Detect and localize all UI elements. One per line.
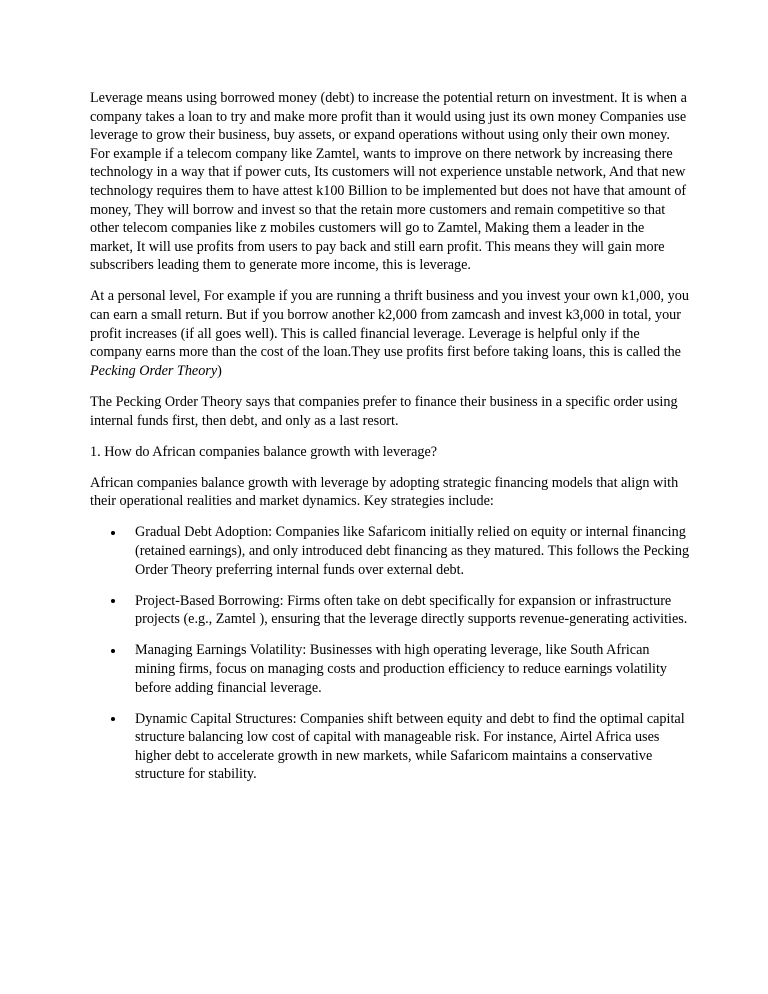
list-item <box>90 592 690 629</box>
question-heading: 1. How do African companies balance growth with leverage? <box>90 443 438 460</box>
paragraph-personal-example-end: ) <box>217 362 222 379</box>
paragraph-pecking-order: The Pecking Order Theory says that companies prefer to finance their business in a specific order using internal funds first, then debt, and only as a last resort. <box>90 393 678 429</box>
bullet-icon <box>111 531 115 535</box>
bullet-icon <box>111 717 115 721</box>
paragraph-personal-example <box>90 287 690 380</box>
list-item <box>90 641 690 697</box>
list-item <box>90 710 690 784</box>
list-item-text: Gradual Debt Adoption: Companies like Safaricom initially relied on equity or internal financing (retained earnings), and only introduced debt financing as they matured. This follows the Pecking Order Theory preferring internal funds over external debt. <box>135 524 690 578</box>
list-item <box>90 523 690 579</box>
strategies-list <box>90 523 690 784</box>
paragraph-strategies-intro: African companies balance growth with leverage by adopting strategic financing models that align with their operational realities and market dynamics. Key strategies include: <box>90 474 679 510</box>
pecking-order-theory-term: Pecking Order Theory <box>90 362 218 379</box>
list-item-text: Project-Based Borrowing: Firms often take on debt specifically for expansion or infrastructure projects (e.g., Zamtel ), ensuring that the leverage directly supports revenue-generating activities. <box>135 592 688 628</box>
bullet-icon <box>111 649 115 653</box>
bullet-icon <box>111 599 115 603</box>
paragraph-personal-example-text: At a personal level, For example if you are running a thrift business and you invest your own k1,000, you can earn a small return. But if you borrow another k2,000 from zamcash and invest k3,000 in total, your profit increases (if all goes well). This is called financial leverage. Leverage is helpful only if the company earns more than the cost of the loan.They use profits first before taking loans, this is called the <box>90 288 689 361</box>
list-item-text: Managing Earnings Volatility: Businesses with high operating leverage, like South African mining firms, focus on managing costs and production efficiency to reduce earnings volatility before adding financial leverage. <box>135 642 668 696</box>
document-page <box>90 89 690 797</box>
list-item-text: Dynamic Capital Structures: Companies shift between equity and debt to find the optimal capital structure balancing low cost of capital with manageable risk. For instance, Airtel Africa uses higher debt to accelerate growth in new markets, while Safaricom maintains a conservative structure for stability. <box>135 710 685 783</box>
paragraph-leverage-definition: Leverage means using borrowed money (debt) to increase the potential return on investment. It is when a company takes a loan to try and make more profit than it would using just its own money Companies use leverage to grow their business, buy assets, or expand operations without using only their own money. For example if a telecom company like Zamtel, wants to improve on there network by increasing there technology in a way that if power cuts, Its customers will not experience unstable network, And that new technology requires them to have attest k100 Billion to be implemented but does not have that amount of money, They will borrow and invest so that the retain more customers and remain competitive so that other telecom companies like z mobiles customers will go to Zamtel, Making them a leader in the market, It will use profits from users to pay back and still earn profit. This means they will gain more subscribers leading them to generate more income, this is leverage. <box>90 90 687 274</box>
